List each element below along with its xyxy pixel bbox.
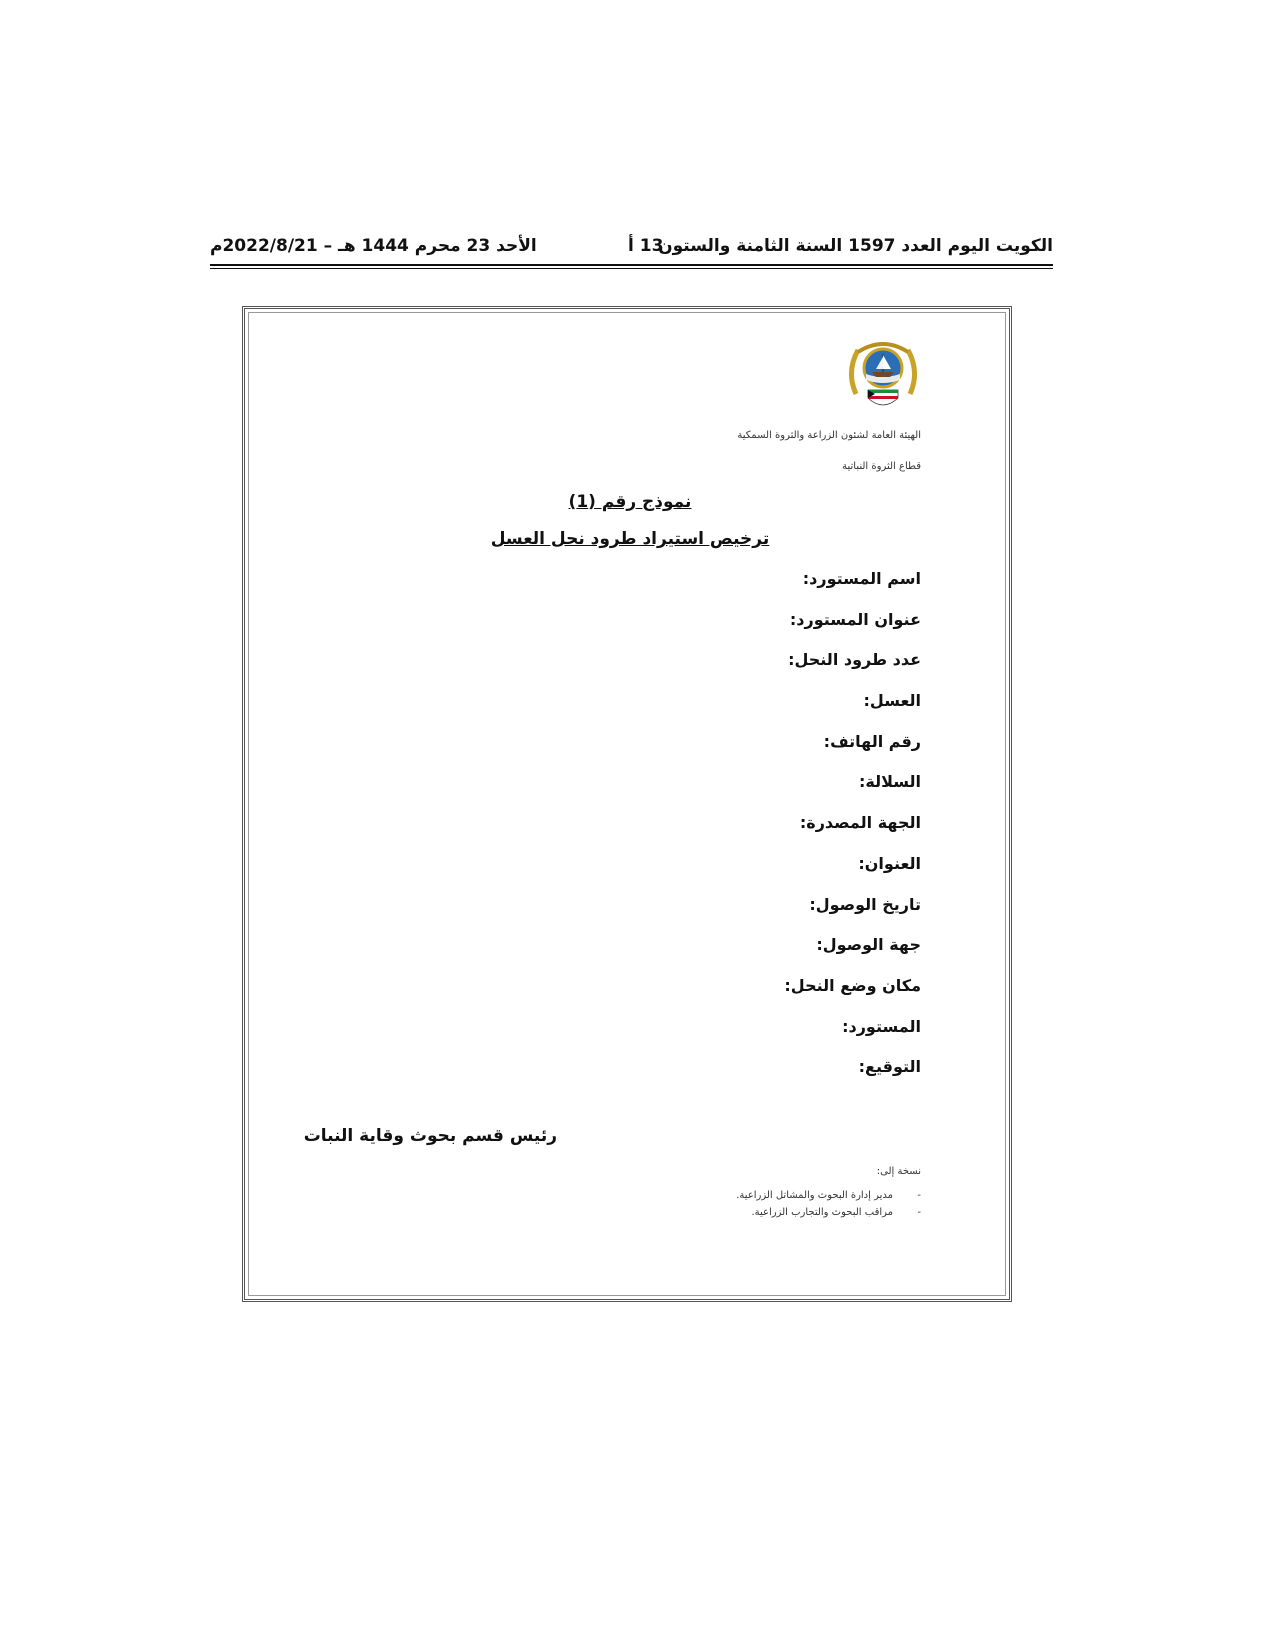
page-number: 13 أ: [628, 236, 664, 256]
field-address: العنوان:: [858, 853, 921, 873]
issue-date: الأحد 23 محرم 1444 هـ – 2022/8/21م: [210, 236, 537, 256]
field-strain: السلالة:: [858, 772, 921, 792]
list-dash: -: [917, 1207, 921, 1218]
copy-recipient-text: مراقب البحوث والتجارب الزراعية.: [751, 1207, 893, 1218]
field-honey: العسل:: [863, 691, 921, 711]
copies-label: نسخة إلى:: [876, 1166, 921, 1177]
field-phone: رقم الهاتف:: [823, 731, 921, 751]
field-arrival-point: جهة الوصول:: [816, 935, 921, 955]
kuwait-coat-of-arms-icon: [844, 336, 922, 414]
list-dash: -: [917, 1190, 921, 1201]
sector-name: قطاع الثروة النباتية: [842, 461, 921, 472]
field-importer-address: عنوان المستورد:: [789, 609, 921, 629]
field-importer: المستورد:: [842, 1016, 921, 1036]
gazette-issue: الكويت اليوم العدد 1597 السنة الثامنة والستون: [658, 236, 1053, 256]
page-header: [210, 232, 1053, 264]
form-number-title: نموذج رقم (1): [568, 492, 692, 512]
form-fields: [784, 568, 921, 1097]
field-importer-name: اسم المستورد:: [802, 569, 921, 588]
copy-recipient-text: مدير إدارة البحوث والمشاتل الزراعية.: [736, 1190, 893, 1201]
field-exporter: الجهة المصدرة:: [799, 813, 921, 833]
header-rule: [210, 264, 1053, 266]
field-hive-count: عدد طرود النحل:: [788, 650, 921, 670]
organization-name: الهيئة العامة لشئون الزراعة والثروة السمكية: [737, 430, 921, 441]
copy-recipient: [736, 1207, 921, 1224]
field-signature: التوقيع:: [858, 1057, 921, 1077]
field-arrival-date: تاريخ الوصول:: [809, 894, 921, 914]
signatory-title: رئيس قسم بحوث وقاية النبات: [303, 1126, 557, 1146]
field-hive-location: مكان وضع النحل:: [784, 975, 921, 995]
copies-list: [736, 1190, 921, 1224]
copy-recipient: [736, 1190, 921, 1207]
header-rule-thin: [210, 268, 1053, 269]
form-title: ترخيص استيراد طرود نحل العسل: [490, 529, 770, 549]
